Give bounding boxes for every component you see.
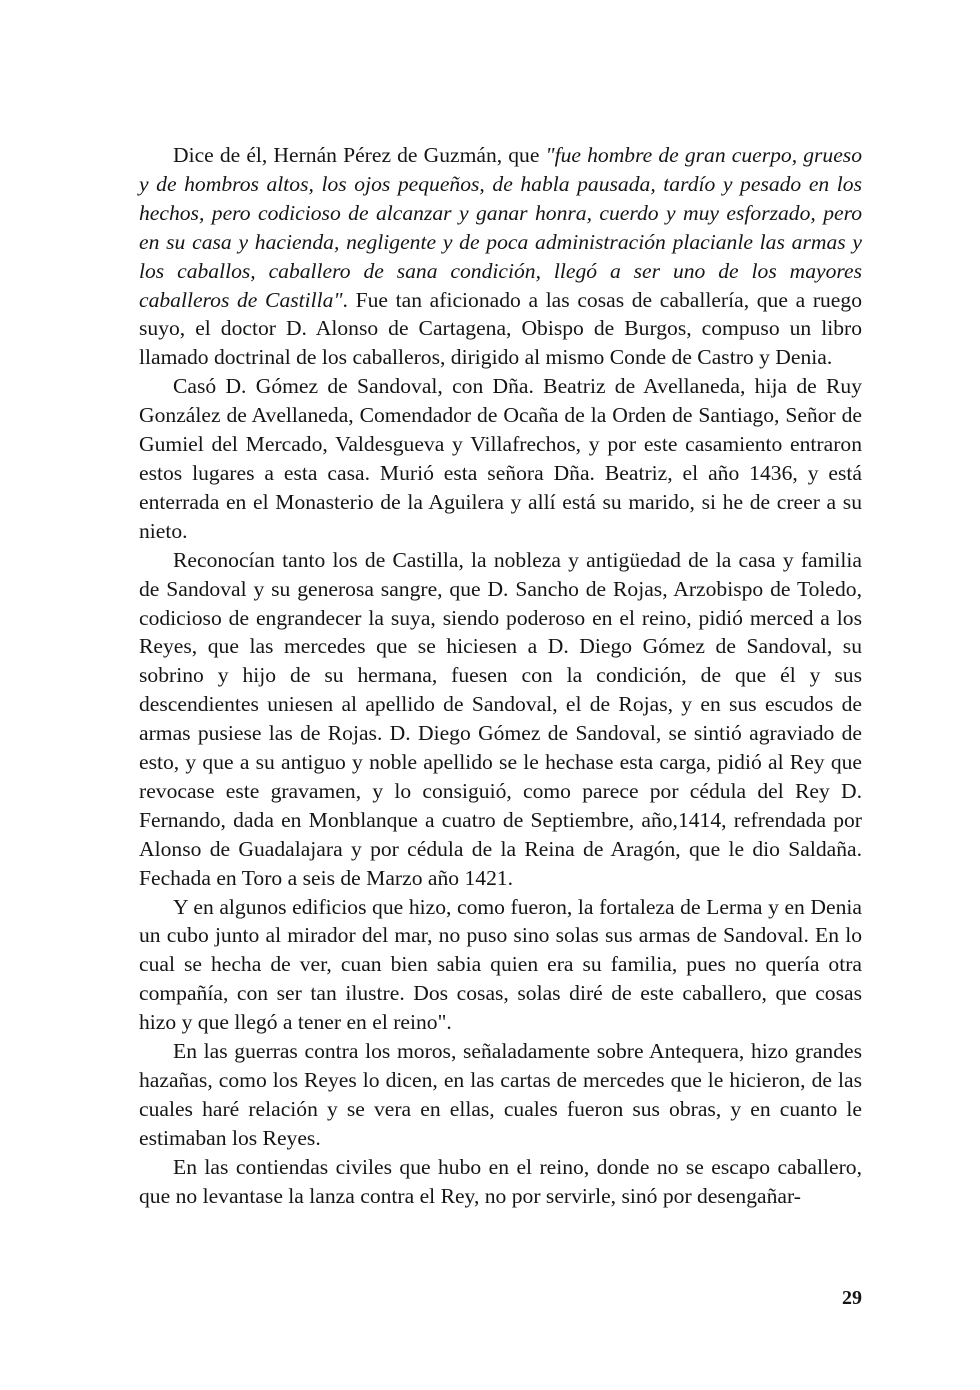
paragraph-1	[139, 141, 862, 372]
paragraph-1-text-end: . Fue tan aficionado a las cosas de caballería, que a ruego suyo, el doctor D. Alonso de Cartagena, Obispo de Burgos, compuso un libro llamado doctrinal de los caballeros, dirigido al mismo Conde de Castro y Denia.	[139, 287, 862, 370]
paragraph-6	[139, 1153, 862, 1211]
paragraph-3-text: Reconocían tanto los de Castilla, la nobleza y antigüedad de la casa y familia de Sandoval y su generosa sangre, que D. Sancho de Rojas, Arzobispo de Toledo, codicioso de engrandecer la suya, siendo poderoso en el reino, pidió merced a los Reyes, que las mercedes que se hiciesen a D. Diego Gómez de Sandoval, su sobrino y hijo de su hermana, fuesen con la condición, de que él y sus descendientes uniesen al apellido de Sandoval, el de Rojas, y en sus escudos de armas pusiese las de Rojas. D. Diego Gómez de Sandoval, se sintió agraviado de esto, y que a su antiguo y noble apellido se le hechase esta carga, pidió al Rey que revocase este gravamen, y lo consiguió, como parece por cédula del Rey D. Fernando, dada en Monblanque a cuatro de Septiembre, año,1414, refrendada por Alonso de Guadalajara y por cédula de la Reina de Aragón, que le dio Saldaña. Fechada en Toro a seis de Marzo año 1421.	[139, 547, 862, 890]
paragraph-5-text: En las guerras contra los moros, señaladamente sobre Antequera, hizo grandes hazañas, como los Reyes lo dicen, en las cartas de mercedes que le hicieron, de las cuales haré relación y se vera en ellas, cuales fueron sus obras, y en cuanto le estimaban los Reyes.	[139, 1039, 862, 1150]
paragraph-2-text: Casó D. Gómez de Sandoval, con Dña. Beatriz de Avellaneda, hija de Ruy González de Avellaneda, Comendador de Ocaña de la Orden de Santiago, Señor de Gumiel del Mercado, Valdesgueva y Villafrechos, y por este casamiento entraron estos lugares a esta casa. Murió esta señora Dña. Beatriz, el año 1436, y está enterrada en el Monasterio de la Aguilera y allí está su marido, si he de creer a su nieto.	[139, 374, 862, 543]
page-body-text	[139, 141, 862, 1211]
paragraph-2	[139, 372, 862, 545]
paragraph-5	[139, 1037, 862, 1153]
paragraph-4	[139, 893, 862, 1038]
paragraph-3	[139, 546, 862, 893]
page-number: 29	[842, 1287, 862, 1309]
paragraph-6-text: En las contiendas civiles que hubo en el reino, donde no se escapo caballero, que no levantase la lanza contra el Rey, no por servirle, sinó por desengañar-	[139, 1154, 862, 1208]
paragraph-1-quote: "fue hombre de gran cuerpo, grueso y de hombros altos, los ojos pequeños, de habla pausada, tardío y pesado en los hechos, pero codicioso de alcanzar y ganar honra, cuerdo y muy esforzado, pero en su casa y hacienda, negligente y de poca administración placianle las armas y los caballos, caballero de sana condición, llegó a ser uno de los mayores caballeros de Castilla"	[139, 143, 862, 312]
paragraph-4-text: Y en algunos edificios que hizo, como fueron, la fortaleza de Lerma y en Denia un cubo junto al mirador del mar, no puso sino solas sus armas de Sandoval. En lo cual se hecha de ver, cuan bien sabia quien era su familia, pues no quería otra compañía, con ser tan ilustre. Dos cosas, solas diré de este caballero, que cosas hizo y que llegó a tener en el reino".	[139, 894, 862, 1035]
paragraph-1-text: Dice de él, Hernán Pérez de Guzmán, que	[173, 143, 546, 167]
